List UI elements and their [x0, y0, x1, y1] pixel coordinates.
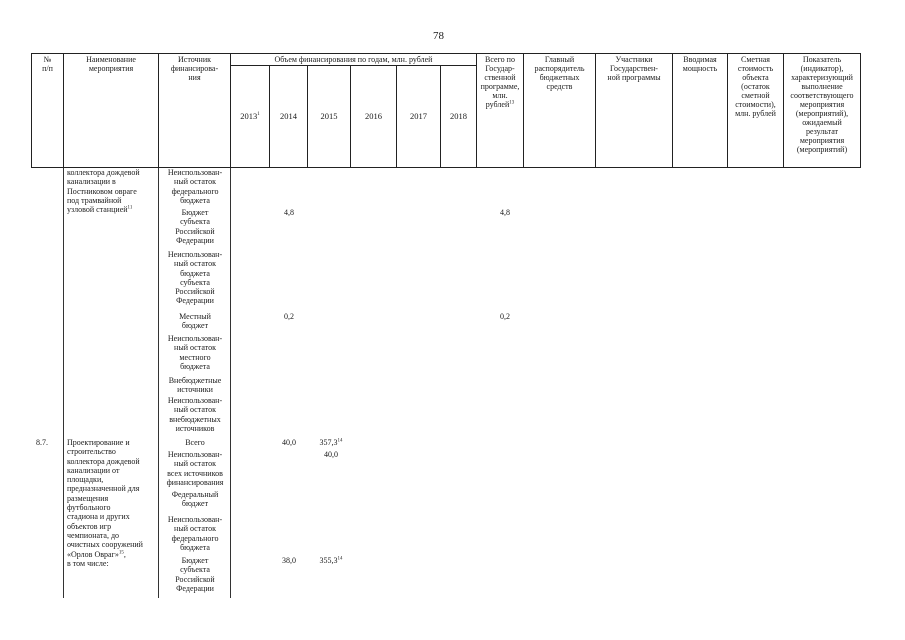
column-divider	[230, 168, 231, 598]
value-2015-note: 14	[337, 438, 343, 444]
header-num: № п/п	[32, 54, 64, 168]
cont-row-name	[67, 168, 159, 214]
header-year-2018: 2018	[441, 66, 477, 168]
value-2015	[308, 438, 354, 447]
header-year-2013	[231, 66, 270, 168]
source-cell: Бюджет субъекта Российской Федерации	[175, 556, 215, 593]
source-cell: Неиспользован- ный остаток бюджета субъекта Российской Федерации	[167, 250, 223, 306]
row-87-name-tail: , в том числе:	[67, 549, 126, 568]
source-cell: Неиспользован- ный остаток федерального бюджета	[167, 168, 223, 205]
value-2014: 40,0	[282, 438, 296, 447]
row-number: 8.7.	[36, 438, 48, 447]
header-indicator: Показатель (индикатор), характеризующий выполнение соответствующего мероприятия (мероприятий), ожидаемый результат мероприятия (мероприятий)	[784, 54, 861, 168]
header-estimate: Сметная стоимость объекта (остаток сметной стоимости), млн. рублей	[728, 54, 784, 168]
value-2015-note: 14	[337, 556, 343, 562]
header-capacity: Вводимая мощность	[673, 54, 728, 168]
source-cell: Внебюджетные источники	[168, 376, 222, 395]
year-2013-note: 1	[257, 112, 260, 118]
value-total: 4,8	[500, 208, 510, 217]
row-87-name-note: 15	[118, 549, 124, 555]
value-2015: 40,0	[324, 450, 338, 459]
source-cell: Неиспользован- ный остаток всех источников финансирования	[166, 450, 224, 487]
year-2013-label: 2013	[240, 111, 258, 121]
source-cell: Неиспользован- ный остаток внебюджетных источников	[167, 396, 223, 433]
header-table	[31, 53, 861, 168]
row-87-name	[67, 438, 159, 568]
header-manager: Главный распорядитель бюджетных средств	[524, 54, 596, 168]
header-volume: Объем финансирования по годам, млн. рублей	[231, 54, 477, 66]
value-total: 0,2	[500, 312, 510, 321]
value-2015-text: 355,3	[319, 556, 338, 565]
row-87-name-text: Проектирование и строительство коллектора дождевой канализации от площадки, предназначенной для размещения футбольного стадиона и других объектов игр чемпионата, до очистных сооружений «Орлов Овраг»	[67, 438, 143, 559]
source-cell: Неиспользован- ный остаток федерального бюджета	[167, 515, 223, 552]
header-year-2014: 2014	[270, 66, 308, 168]
header-participants: Участники Государствен- ной программы	[596, 54, 673, 168]
header-total-text: Всего по Государ- ственной программе, млн. рублей	[480, 55, 520, 109]
header-name: Наименование мероприятия	[64, 54, 159, 168]
source-cell: Местный бюджет	[179, 312, 211, 331]
header-year-2015: 2015	[308, 66, 351, 168]
cont-row-name-text: коллектора дождевой канализации в Постниковом овраге под трамвайной узловой станцией	[67, 168, 140, 215]
cont-row-name-note: 11	[127, 205, 133, 211]
source-cell: Федеральный бюджет	[171, 490, 219, 509]
header-source: Источник финансирова- ния	[159, 54, 231, 168]
header-year-2016: 2016	[351, 66, 397, 168]
value-2014: 0,2	[284, 312, 294, 321]
value-2014: 38,0	[282, 556, 296, 565]
header-year-2017: 2017	[397, 66, 441, 168]
page-number: 78	[433, 30, 444, 42]
source-cell: Неиспользован- ный остаток местного бюджета	[167, 334, 223, 371]
column-divider	[63, 168, 64, 598]
value-2014: 4,8	[284, 208, 294, 217]
value-2015-text: 357,3	[319, 438, 338, 447]
value-2015	[308, 556, 354, 565]
source-cell: Бюджет субъекта Российской Федерации	[175, 208, 215, 245]
header-total	[477, 54, 524, 168]
source-cell: Всего	[185, 438, 205, 447]
header-total-note: 13	[509, 100, 515, 106]
